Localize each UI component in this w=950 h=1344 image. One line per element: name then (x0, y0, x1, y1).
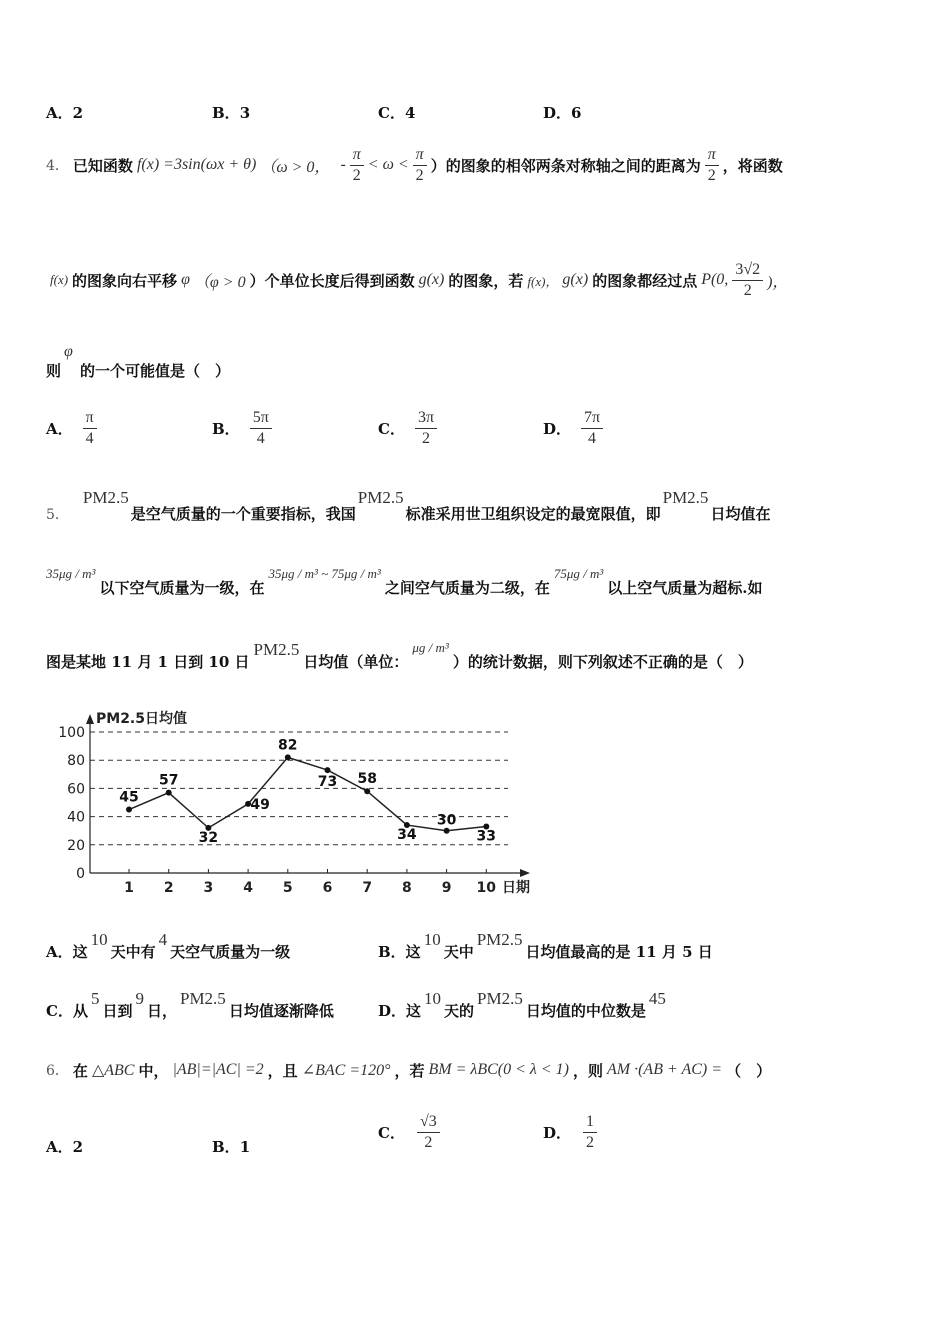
data-label: 33 (476, 828, 497, 845)
q5-option-c: C．从 5 日到 9 日， PM2.5 日均值逐渐降低 (46, 989, 334, 1020)
x-tick-label: 10 (476, 880, 497, 896)
q4-option-b: B． $\frac{5\pi}{4}$ (212, 408, 272, 449)
x-tick-label: 3 (203, 880, 214, 896)
q6-option-b: B．1 (212, 1138, 251, 1156)
q6-option-d: D． $\frac{1}{2}$ (543, 1112, 597, 1153)
data-label: 34 (397, 827, 417, 844)
data-point (166, 790, 172, 796)
x-axis-arrow (520, 869, 530, 877)
y-tick-label: 80 (67, 753, 85, 770)
data-label: 45 (119, 789, 139, 806)
q3-option-a: A．2 (46, 104, 84, 122)
q4-line1: 4． 已知函数 f(x) =3sin(ωx + θ) （ω > 0， - $\frac{\pi}{2}$ < ω < $\frac{\pi}{2}$ ）的图象的相邻两条对称轴之间的距离为 $\frac{\pi}{2}$ ，将函数 (46, 145, 783, 184)
y-tick-label: 40 (67, 809, 85, 826)
data-point (364, 788, 370, 794)
x-tick-label: 2 (163, 880, 174, 896)
y-tick-label: 100 (58, 725, 85, 741)
data-label: 57 (158, 772, 179, 789)
data-point (325, 767, 331, 773)
q6-line: 6． 在 △ABC 中， |AB|=|AC| =2 ，且 ∠BAC =120° ，若 BM = λBC(0 < λ < 1) ，则 AM ·(AB + AC) = （ ） (46, 1061, 772, 1080)
q4-option-d: D． $\frac{7\pi}{4}$ (543, 408, 603, 449)
data-label: 73 (317, 774, 338, 791)
q4-line2: f(x) 的图象向右平移 φ （φ > 0 ）个单位长度后得到函数 g(x) 的图象，若 f(x)， g(x) 的图象都经过点 P(0, $\frac{3√2}{2}$ )， (50, 260, 789, 299)
data-label: 49 (250, 796, 270, 813)
data-point (285, 754, 291, 760)
y-tick-label: 60 (67, 781, 85, 798)
q4-option-a: A． $\frac{\pi}{4}$ (46, 408, 97, 449)
x-axis-label: 日期 (502, 880, 530, 896)
q5-line1: 5． PM2.5 是空气质量的一个重要指标，我国 PM2.5 标准采用世卫组织设定的最宽限值，即 PM2.5 日均值在 (46, 488, 771, 523)
data-label: 30 (436, 812, 457, 829)
q5-option-d: D．这 10 天的 PM2.5 日均值的中位数是 45 (378, 989, 666, 1020)
data-label: 82 (278, 737, 298, 754)
x-tick-label: 9 (441, 880, 452, 896)
q3-option-c: C．4 (378, 104, 416, 122)
q5-option-b: B．这 10 天中 PM2.5 日均值最高的是 11 月 5 日 (378, 930, 713, 961)
y-tick-label: 20 (67, 837, 85, 854)
q4-phi-symbol: φ (64, 343, 73, 360)
q3-option-b: B．3 (212, 104, 251, 122)
q5-line3: 图是某地 11 月 1 日到 10 日 PM2.5 日均值（单位： μg / m³ ）的统计数据，则下列叙述不正确的是（ ） (46, 640, 753, 671)
x-tick-label: 4 (243, 880, 253, 896)
q4-question: 则 (46, 362, 62, 380)
q5-option-a: A．这 10 天中有 4 天空气质量为一级 (46, 930, 291, 961)
data-point (126, 807, 132, 813)
x-tick-label: 8 (402, 880, 412, 896)
x-tick-label: 6 (322, 880, 333, 896)
chart-title: PM2.5日均值 (96, 711, 187, 727)
q6-option-c: C． $\frac{√3}{2}$ (378, 1112, 440, 1153)
y-tick-label: 0 (76, 866, 85, 882)
y-axis-arrow (86, 714, 94, 724)
q3-option-d: D．6 (543, 104, 582, 122)
x-tick-label: 5 (282, 880, 293, 896)
q5-line2: 35μg / m³ 以下空气质量为一级，在 35μg / m³ ~ 75μg / m³ 之间空气质量为二级，在 75μg / m³ 以上空气质量为超标.如 (46, 566, 763, 597)
x-tick-label: 7 (362, 880, 373, 896)
data-label: 58 (357, 771, 377, 788)
x-tick-label: 1 (124, 880, 134, 896)
series-line (129, 757, 486, 830)
pm25-line-chart (40, 700, 540, 900)
q4-option-c: C． $\frac{3\pi}{2}$ (378, 408, 437, 449)
q4-question-tail: 的一个可能值是（ ） (80, 362, 231, 380)
q6-option-a: A．2 (46, 1138, 84, 1156)
data-label: 32 (198, 829, 219, 846)
